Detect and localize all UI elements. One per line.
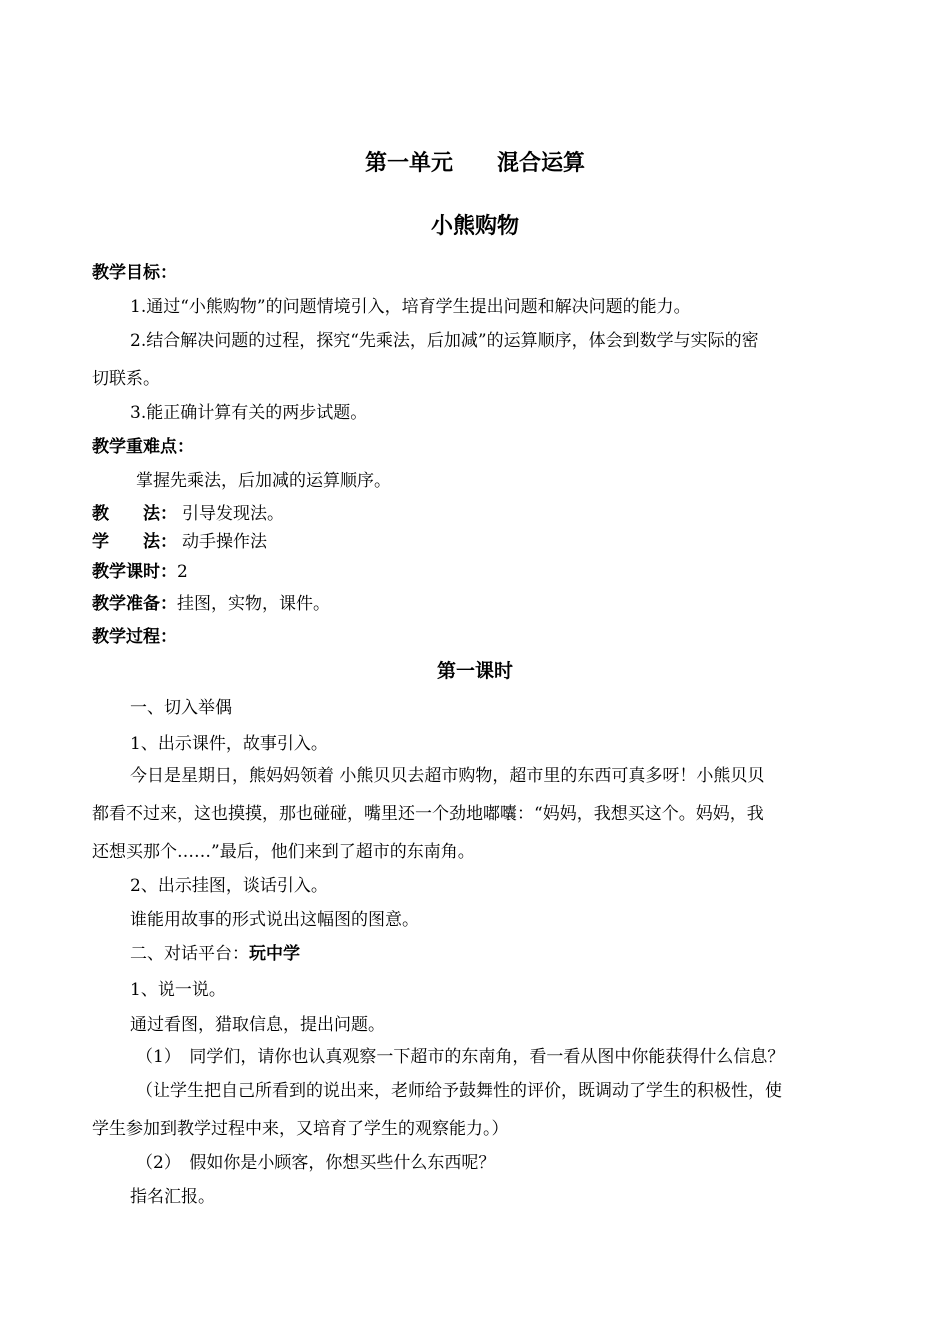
objective-2-line-1: 2.结合解决问题的过程，探究“先乘法，后加减”的运算顺序，体会到数学与实际的密: [130, 331, 759, 351]
step-2: 2、出示挂图，谈话引入。: [130, 876, 328, 896]
preparation-value: 挂图，实物，课件。: [177, 594, 330, 614]
objective-2-line-2: 切联系。: [92, 369, 160, 389]
say-intro: 通过看图，猎取信息，提出问题。: [130, 1015, 385, 1035]
lesson-1-heading: 第一课时: [436, 660, 513, 682]
section-2: [130, 943, 900, 965]
story-line-3: 还想买那个……”最后，他们来到了超市的东南角。: [92, 842, 475, 862]
question-2: （2） 假如你是小顾客，你想买些什么东西呢？: [136, 1153, 496, 1173]
learning-method-row: [92, 531, 862, 553]
step-2-question: 谁能用故事的形式说出这幅图的图意。: [130, 910, 419, 930]
unit-title: 第一单元 混合运算: [364, 151, 585, 176]
say-heading: 1、说一说。: [130, 980, 226, 1000]
process-heading: 教学过程：: [92, 627, 177, 647]
story-line-1: 今日是星期日，熊妈妈领着 小熊贝贝去超市购物，超市里的东西可真多呀！小熊贝贝: [130, 766, 765, 786]
objective-3: 3.能正确计算有关的两步试题。: [130, 403, 368, 423]
teaching-method-label: 教 法：: [92, 504, 177, 524]
hours-row: [92, 561, 862, 583]
section-1: 一、切入举偶: [130, 698, 232, 718]
hours-label: 教学课时：: [92, 562, 177, 582]
preparation-row: [92, 593, 862, 615]
key-points-text: 掌握先乘法，后加减的运算顺序。: [136, 471, 391, 491]
question-1-note-line-1: （让学生把自己所看到的说出来，老师给予鼓舞性的评价，既调动了学生的积极性，使: [136, 1081, 782, 1101]
question-1-note-line-2: 学生参加到教学过程中来，又培育了学生的观察能力。）: [92, 1119, 509, 1139]
teaching-method-value: 引导发现法。: [182, 504, 284, 524]
section-2-prefix: 二、对话平台：: [130, 944, 249, 964]
report-line: 指名汇报。: [130, 1187, 215, 1207]
learning-method-label: 学 法：: [92, 532, 177, 552]
preparation-label: 教学准备：: [92, 594, 177, 614]
step-1: 1、出示课件，故事引入。: [130, 734, 328, 754]
objectives-heading: 教学目标：: [92, 263, 177, 283]
lesson-title: 小熊购物: [430, 214, 519, 239]
teaching-method-row: [92, 503, 862, 525]
story-line-2: 都看不过来，这也摸摸，那也碰碰，嘴里还一个劲地嘟囔：“妈妈，我想买这个。妈妈，我: [92, 804, 764, 824]
hours-value: 2: [177, 562, 188, 582]
objective-1: 1.通过“小熊购物”的问题情境引入，培育学生提出问题和解决问题的能力。: [130, 297, 691, 317]
question-1: （1） 同学们，请你也认真观察一下超市的东南角，看一看从图中你能获得什么信息？: [136, 1047, 785, 1067]
learning-method-value: 动手操作法: [182, 532, 267, 552]
key-points-heading: 教学重难点：: [92, 437, 194, 457]
section-2-bold: 玩中学: [249, 944, 300, 964]
